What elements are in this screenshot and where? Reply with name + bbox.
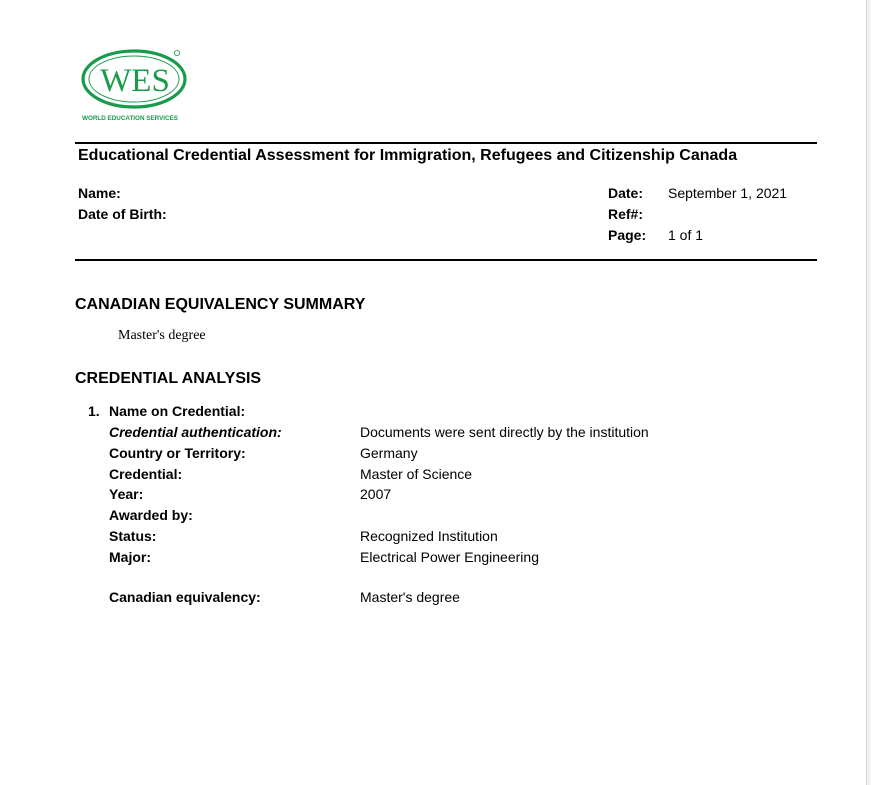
field-label: Awarded by: (109, 507, 193, 523)
field-value: 2007 (360, 486, 392, 502)
equivalency-value: Master's degree (360, 589, 460, 605)
logo-mark: WES (100, 63, 170, 99)
credential-number: 1. (88, 403, 100, 419)
summary-heading: CANADIAN EQUIVALENCY SUMMARY (75, 296, 366, 313)
header-rule (75, 259, 817, 261)
field-label: Country or Territory: (109, 445, 246, 461)
document-title: Educational Credential Assessment for Immigration, Refugees and Citizenship Canada (78, 147, 738, 164)
date-value: September 1, 2021 (668, 185, 788, 201)
logo-tagline: WORLD EDUCATION SERVICES (82, 115, 178, 122)
field-value: Documents were sent directly by the institution (360, 424, 649, 440)
field-value: Germany (360, 445, 418, 461)
analysis-heading: CREDENTIAL ANALYSIS (75, 370, 262, 387)
field-label: Credential: (109, 466, 183, 482)
top-rule (75, 142, 817, 144)
name-label: Name: (78, 185, 121, 201)
field-label: Major: (109, 549, 151, 565)
field-label: Status: (109, 528, 157, 544)
page-value: 1 of 1 (668, 227, 704, 243)
field-value: Recognized Institution (360, 528, 498, 544)
date-label: Date: (608, 185, 644, 201)
wes-logo (80, 46, 192, 126)
field-label: Year: (109, 486, 144, 502)
dob-label: Date of Birth: (78, 206, 167, 222)
name-on-credential-label: Name on Credential: (109, 403, 246, 419)
summary-text: Master's degree (118, 328, 206, 343)
field-value: Master of Science (360, 466, 473, 482)
ref-label: Ref#: (608, 206, 644, 222)
equivalency-label: Canadian equivalency: (109, 589, 261, 605)
page-label: Page: (608, 227, 647, 243)
field-label: Credential authentication: (109, 424, 282, 440)
field-value: Electrical Power Engineering (360, 549, 539, 565)
